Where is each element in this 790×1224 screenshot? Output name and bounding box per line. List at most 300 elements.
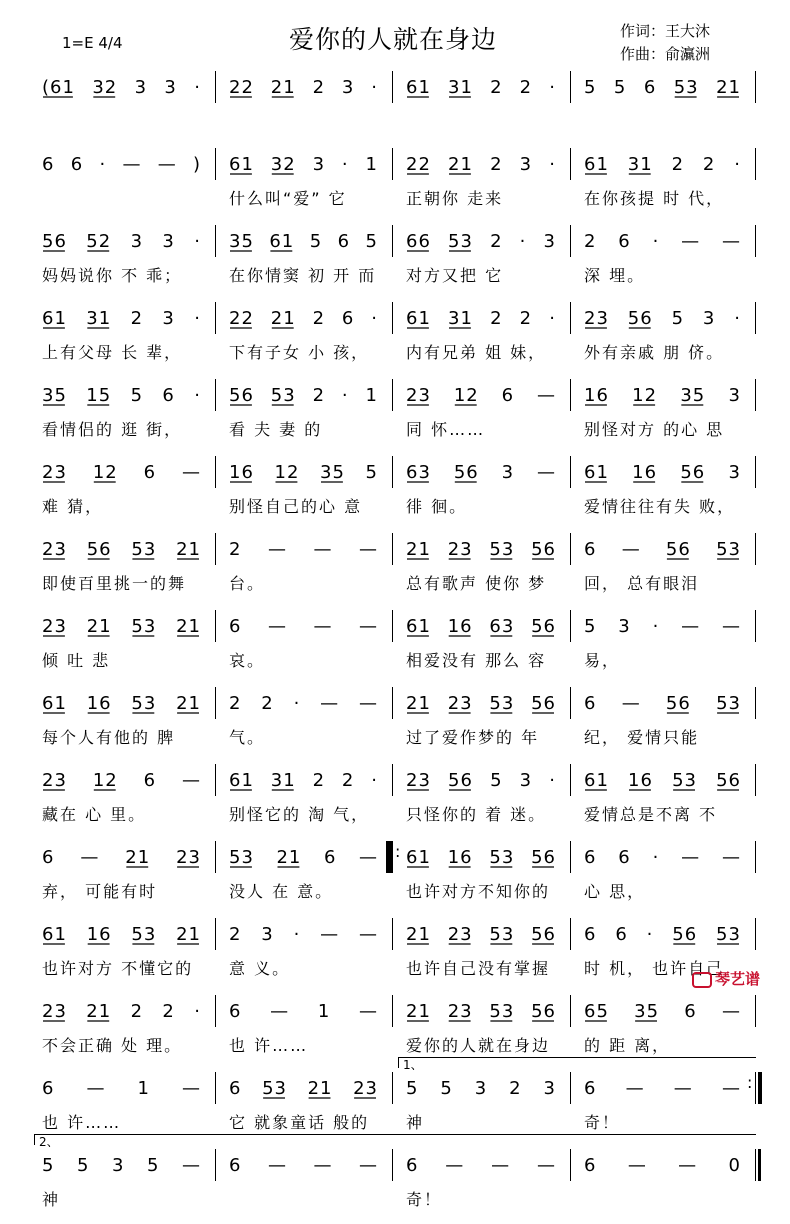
measure <box>42 297 201 377</box>
score-system <box>0 603 790 683</box>
measure-notes <box>584 690 741 716</box>
note-group: 16 <box>632 461 658 483</box>
note-group: 53 <box>489 692 515 714</box>
note-group: · <box>341 153 349 175</box>
note-group: 21 <box>448 153 473 175</box>
lyric-text: 意 义。 <box>229 959 291 978</box>
bar-line <box>392 841 393 873</box>
bar-line <box>392 918 393 950</box>
note-group: 21 <box>270 307 296 329</box>
measure <box>42 143 201 223</box>
note-group: 56 <box>627 307 653 329</box>
lyric-text: 徘 徊。 <box>406 497 468 516</box>
note-group: 53 <box>489 846 515 868</box>
note-group: 61 <box>42 923 67 945</box>
score-system <box>0 141 790 221</box>
score-system <box>0 988 790 1068</box>
note-group: 21 <box>406 538 431 560</box>
note-group: 53 <box>131 538 157 560</box>
note-group: 53 <box>229 846 254 868</box>
note-group: 23 <box>406 769 431 791</box>
measure-notes <box>406 690 556 716</box>
lyric-text: 不会正确 处 理。 <box>42 1036 183 1055</box>
measure <box>229 605 378 685</box>
note-group: 3 <box>341 76 355 98</box>
lyric-text: 在你孩提 时 代， <box>584 189 725 208</box>
note-group: 53 <box>489 1000 515 1022</box>
note-group: 2 <box>229 538 242 560</box>
measure-notes <box>42 1075 201 1101</box>
lyric-text: 正朝你 走来 <box>406 189 504 208</box>
lyric-text: 什么叫“爱” 它 <box>229 189 347 208</box>
note-group: 21 <box>406 923 431 945</box>
note-group: — <box>80 846 100 868</box>
note-group: — <box>267 615 287 637</box>
lyric-text: 也 许…… <box>42 1113 122 1132</box>
note-group: — <box>678 1154 698 1176</box>
measure-notes <box>584 74 741 100</box>
bar-line <box>392 302 393 334</box>
measure <box>406 759 556 839</box>
key-signature: 1=E 4/4 <box>62 34 123 52</box>
note-group: 6 <box>42 1077 55 1099</box>
lyric-text: 上有父母 长 辈， <box>42 343 183 362</box>
note-group: 61 <box>406 846 431 868</box>
note-group: 21 <box>176 692 201 714</box>
note-group: 2 <box>162 1000 175 1022</box>
note-group: 63 <box>489 615 515 637</box>
lyric-text: 只怪你的 着 迷。 <box>406 805 547 824</box>
note-group: 23 <box>447 923 473 945</box>
note-group: 56 <box>531 923 556 945</box>
note-group: · <box>734 307 741 329</box>
measure <box>229 1144 378 1224</box>
note-group: 3 <box>112 1154 125 1176</box>
note-group: 6 <box>615 923 628 945</box>
measure-notes <box>584 767 741 793</box>
lyric-text: 易， <box>584 651 621 670</box>
note-group: 1 <box>317 1000 331 1022</box>
note-group: 61 <box>406 615 431 637</box>
note-group: 53 <box>270 384 296 406</box>
note-group: 6 <box>229 1000 242 1022</box>
measure <box>42 990 201 1070</box>
note-group: 16 <box>447 846 473 868</box>
measure-notes <box>406 74 556 100</box>
note-group: 6 <box>229 615 242 637</box>
note-group: 23 <box>42 461 67 483</box>
measure <box>229 143 378 223</box>
note-group: 3 <box>130 230 144 252</box>
note-group: 2 <box>490 153 503 175</box>
note-group: 32 <box>92 76 118 98</box>
measure-notes <box>406 613 556 639</box>
note-group: 16 <box>86 692 112 714</box>
note-group: 21 <box>406 692 431 714</box>
note-group: · <box>194 384 201 406</box>
repeat-end-bar <box>758 1072 762 1104</box>
measure <box>42 682 201 762</box>
note-group: 16 <box>86 923 112 945</box>
measure-notes <box>42 844 201 870</box>
note-group: 2 <box>509 1077 522 1099</box>
score-system <box>0 295 790 375</box>
bar-line <box>755 918 756 950</box>
note-group: 6 <box>70 153 84 175</box>
note-group: 56 <box>453 461 479 483</box>
bar-line <box>755 1072 756 1104</box>
measure-notes <box>229 305 378 331</box>
note-group: — <box>122 153 142 175</box>
note-group: 6 <box>584 923 597 945</box>
bar-line <box>215 148 216 180</box>
note-group: 23 <box>353 1077 378 1099</box>
note-group: 31 <box>270 769 296 791</box>
note-group: 56 <box>531 692 556 714</box>
measure-notes <box>584 1075 741 1101</box>
measure <box>584 220 741 300</box>
note-group: · <box>293 692 301 714</box>
logo-icon <box>692 972 712 988</box>
bar-line <box>215 687 216 719</box>
note-group: 3 <box>543 230 556 252</box>
note-group: — <box>181 461 201 483</box>
bar-line <box>755 225 756 257</box>
note-group: 21 <box>125 846 151 868</box>
note-group: — <box>721 846 741 868</box>
measure <box>42 66 201 146</box>
measure-notes <box>229 536 378 562</box>
note-group: · <box>734 153 741 175</box>
measure <box>584 605 741 685</box>
note-group: 3 <box>728 384 741 406</box>
bar-line <box>755 610 756 642</box>
watermark-logo <box>692 968 760 989</box>
note-group: 23 <box>406 384 431 406</box>
note-group: · <box>371 307 378 329</box>
note-group: 21 <box>86 615 112 637</box>
measure-notes <box>42 921 201 947</box>
note-group: 2 <box>312 769 326 791</box>
score-system <box>0 757 790 837</box>
note-group: — <box>320 692 340 714</box>
measure <box>229 451 378 531</box>
score-system <box>0 372 790 452</box>
note-group: 21 <box>270 76 296 98</box>
note-group: 35 <box>320 461 345 483</box>
bar-line <box>215 1072 216 1104</box>
note-group: — <box>270 1000 290 1022</box>
measure-notes <box>42 459 201 485</box>
note-group: 1 <box>365 384 378 406</box>
measure-notes <box>406 382 556 408</box>
note-group: 5 <box>42 1154 55 1176</box>
second-ending-label: 2、 <box>39 1135 59 1149</box>
measure-notes <box>42 690 201 716</box>
lyric-text: 回， 总有眼泪 <box>584 574 700 593</box>
note-group: · <box>194 1000 201 1022</box>
measure <box>406 297 556 377</box>
note-group: 56 <box>665 538 691 560</box>
note-group: 6 <box>162 384 175 406</box>
note-group: 6 <box>584 846 597 868</box>
bar-line <box>755 687 756 719</box>
lyric-text: 妈妈说你 不 乖； <box>42 266 183 285</box>
measure <box>584 1144 741 1224</box>
bar-line <box>570 533 571 565</box>
lyric-text: 外有亲戚 朋 侪。 <box>584 343 725 362</box>
bar-line <box>755 302 756 334</box>
measure-notes <box>584 613 741 639</box>
note-group: — <box>621 538 641 560</box>
measure-notes <box>229 690 378 716</box>
note-group: 56 <box>665 692 691 714</box>
lyric-text: 弃， 可能有时 <box>42 882 158 901</box>
note-group: · <box>646 923 654 945</box>
lyric-text: 纪， 爱情只能 <box>584 728 700 747</box>
note-group: 56 <box>531 615 556 637</box>
note-group: — <box>358 923 378 945</box>
lyric-text: 相爱没有 那么 容 <box>406 651 547 670</box>
measure-notes <box>584 228 741 254</box>
lyric-text: 深 埋。 <box>584 266 646 285</box>
first-ending-bracket <box>398 1057 756 1072</box>
note-group: 3 <box>162 230 175 252</box>
note-group: 2 <box>229 692 242 714</box>
lyric-text: 难 猜， <box>42 497 104 516</box>
measure <box>584 297 741 377</box>
note-group: 3 <box>162 307 175 329</box>
bar-line <box>215 456 216 488</box>
bar-line <box>570 379 571 411</box>
note-group: 56 <box>42 230 67 252</box>
note-group: — <box>359 1154 378 1176</box>
lyric-text: 别怪对方 的心 思 <box>584 420 725 439</box>
measure-notes <box>406 1075 556 1101</box>
note-group: 6 <box>229 1077 242 1099</box>
note-group: 53 <box>716 692 741 714</box>
note-group: — <box>267 1154 287 1176</box>
lyric-text: 爱情总是不离 不 <box>584 805 718 824</box>
note-group: 3 <box>312 153 326 175</box>
measure-notes <box>584 536 741 562</box>
score-system <box>0 449 790 529</box>
bar-line <box>570 71 571 103</box>
bar-line <box>392 71 393 103</box>
note-group: 6 <box>143 461 157 483</box>
lyric-text: 哀。 <box>229 651 266 670</box>
note-group: 56 <box>531 1000 556 1022</box>
measure <box>42 913 201 993</box>
note-group: — <box>621 692 641 714</box>
bar-line <box>215 918 216 950</box>
measure-notes <box>406 1152 556 1178</box>
note-group: 35 <box>229 230 254 252</box>
note-group: · <box>519 230 527 252</box>
note-group: 56 <box>86 538 112 560</box>
note-group: 21 <box>276 846 302 868</box>
note-group: 21 <box>716 76 741 98</box>
note-group: 6 <box>584 1077 597 1099</box>
bar-line <box>570 302 571 334</box>
note-group: 61 <box>406 76 431 98</box>
bar-line <box>215 610 216 642</box>
note-group: 63 <box>406 461 431 483</box>
score-system <box>0 680 790 760</box>
note-group: — <box>536 384 556 406</box>
measure <box>406 528 556 608</box>
note-group: 16 <box>229 461 254 483</box>
measure <box>42 528 201 608</box>
note-group: 5 <box>406 1077 419 1099</box>
note-group: 3 <box>702 307 716 329</box>
measure <box>229 66 378 146</box>
note-group: — <box>536 1154 556 1176</box>
note-group: 61 <box>269 230 295 252</box>
note-group: — <box>721 615 741 637</box>
measure-notes <box>42 74 201 100</box>
measure-notes <box>406 844 556 870</box>
note-group: 23 <box>584 307 609 329</box>
measure <box>406 66 556 146</box>
note-group: 2 <box>130 307 144 329</box>
measure-notes <box>229 921 378 947</box>
bar-line <box>755 841 756 873</box>
song-title: 爱你的人就在身边 <box>288 25 497 54</box>
note-group: 23 <box>42 769 67 791</box>
bar-line <box>570 764 571 796</box>
lyric-text: 也许自己没有掌握 <box>406 959 551 978</box>
measure <box>229 528 378 608</box>
note-group: 53 <box>673 76 699 98</box>
note-group: — <box>359 538 378 560</box>
bar-line <box>570 687 571 719</box>
note-group: 56 <box>531 538 556 560</box>
note-group: 32 <box>270 153 296 175</box>
bar-line <box>392 148 393 180</box>
note-group: 3 <box>543 1077 556 1099</box>
note-group: 1 <box>137 1077 150 1099</box>
note-group: 61 <box>229 769 254 791</box>
lyric-text: 在你情窦 初 开 而 <box>229 266 377 285</box>
note-group: 2 <box>490 76 503 98</box>
note-group: — <box>625 1077 645 1099</box>
note-group: 1 <box>365 153 378 175</box>
score-system <box>0 218 790 298</box>
note-group: 53 <box>262 1077 287 1099</box>
bar-line <box>570 225 571 257</box>
bar-line <box>215 302 216 334</box>
note-group: 53 <box>131 923 157 945</box>
note-group: 61 <box>584 153 609 175</box>
measure-notes <box>584 151 741 177</box>
bar-line <box>755 764 756 796</box>
note-group: 22 <box>229 76 254 98</box>
note-group: 0 <box>728 1154 741 1176</box>
measure-notes <box>229 844 378 870</box>
measure-notes <box>42 228 201 254</box>
note-group: 5 <box>365 230 378 252</box>
bar-line <box>215 71 216 103</box>
bar-line <box>755 456 756 488</box>
note-group: 31 <box>448 307 473 329</box>
note-group: · <box>341 384 349 406</box>
note-group: 3 <box>728 461 741 483</box>
note-group: — <box>681 230 701 252</box>
bar-line <box>215 379 216 411</box>
note-group: 6 <box>584 538 597 560</box>
note-group: 35 <box>634 1000 660 1022</box>
note-group: 61 <box>229 153 254 175</box>
note-group: 6 <box>143 769 157 791</box>
note-group: — <box>320 923 340 945</box>
measure <box>406 374 556 454</box>
note-group: 2 <box>519 307 533 329</box>
measure <box>584 374 741 454</box>
measure-notes <box>406 228 556 254</box>
bar-line <box>215 225 216 257</box>
note-group: 53 <box>672 769 697 791</box>
watermark-text: 琴艺谱 <box>715 970 761 988</box>
measure-notes <box>406 151 556 177</box>
bar-line <box>392 225 393 257</box>
lyric-text: 总有歌声 使你 梦 <box>406 574 547 593</box>
note-group: — <box>681 615 701 637</box>
measure-notes <box>406 921 556 947</box>
measure <box>406 220 556 300</box>
note-group: 2 <box>671 153 685 175</box>
measure <box>229 836 378 916</box>
note-group: 6 <box>584 1154 597 1176</box>
measure-notes <box>42 382 201 408</box>
note-group: — <box>358 1000 378 1022</box>
note-group: 6 <box>501 384 515 406</box>
note-group: 6 <box>584 692 597 714</box>
note-group: — <box>313 538 333 560</box>
note-group: · <box>371 76 378 98</box>
measure <box>229 913 378 993</box>
measure-notes <box>229 382 378 408</box>
lyric-text: 看 夫 妻 的 <box>229 420 323 439</box>
note-group: 22 <box>406 153 431 175</box>
bar-line <box>755 148 756 180</box>
note-group: 5 <box>147 1154 160 1176</box>
bar-line <box>215 1149 216 1181</box>
note-group: 3 <box>164 76 177 98</box>
lyric-text: 别怪自己的心 意 <box>229 497 363 516</box>
bar-line <box>570 1072 571 1104</box>
lyric-text: 奇！ <box>406 1190 443 1209</box>
note-group: 12 <box>274 461 300 483</box>
note-group: — <box>313 615 333 637</box>
note-group: — <box>681 846 701 868</box>
measure-notes <box>406 459 556 485</box>
measure <box>584 682 741 762</box>
note-group: 12 <box>453 384 479 406</box>
measure <box>406 451 556 531</box>
measure-notes <box>229 767 378 793</box>
note-group: 6 <box>684 1000 697 1022</box>
note-group: 52 <box>86 230 112 252</box>
measure <box>42 220 201 300</box>
note-group: 2 <box>490 230 503 252</box>
note-group: 35 <box>680 384 706 406</box>
measure-notes <box>42 151 201 177</box>
measure-notes <box>406 536 556 562</box>
measure-notes <box>584 1152 741 1178</box>
note-group: — <box>182 1077 201 1099</box>
note-group: — <box>673 1077 693 1099</box>
